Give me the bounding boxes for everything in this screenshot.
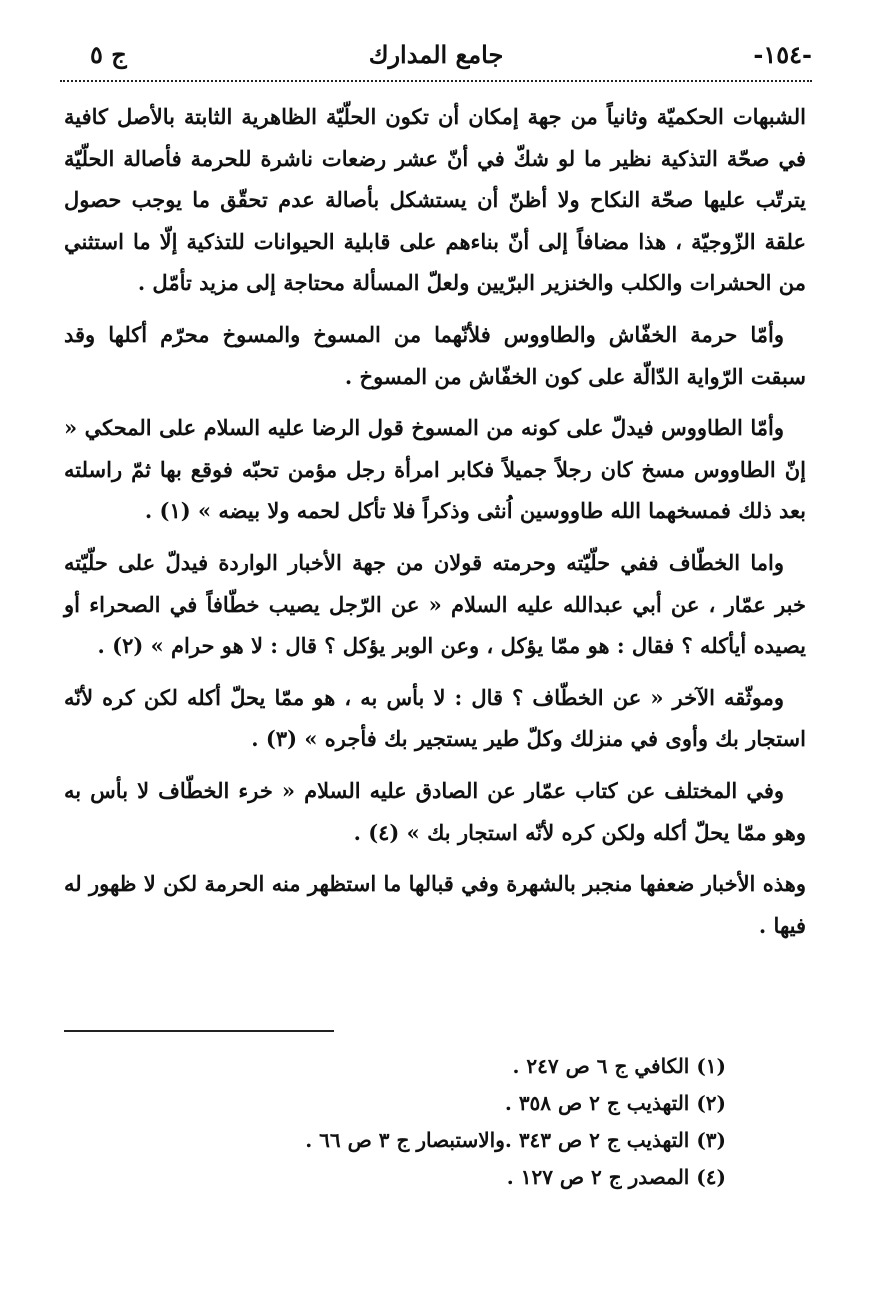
paragraph: وموثّقه الآخر « عن الخطّاف ؟ قال : لا بأس به ، هو ممّا يحلّ أكله لكن كره لأنّه استجار بك وأوى في منزلك وكلّ طير يستجير بك فأجره » (٣) . <box>64 684 806 752</box>
footnote: (٢) التهذيب ج ٢ ص ٣٥٨ . <box>504 1091 726 1115</box>
footnote: (٤) المصدر ج ٢ ص ١٢٧ . <box>506 1165 726 1189</box>
paragraph: واما الخطّاف ففي حلّيّته وحرمته قولان من جهة الأخبار الواردة فيدلّ على حلّيّته خبر عمّار ، عن أبي عبدالله عليه السلام « عن الرّجل يصيب خطّافاً في الصحراء أو يصيده أيأكله ؟ فقال : هو ممّا يؤكل ، وعن الوبر يؤكل ؟ قال : لا هو حرام » (٢) . <box>64 549 806 659</box>
paragraph: وفي المختلف عن كتاب عمّار عن الصادق عليه السلام « خرء الخطّاف لا بأس به وهو ممّا يحلّ أكله ولكن كره لأنّه استجار بك » (٤) . <box>64 777 806 845</box>
footnote-rule <box>64 1030 334 1032</box>
page-header <box>60 34 812 80</box>
footnotes <box>64 1048 726 1196</box>
volume-label: ج ٥ <box>90 40 127 69</box>
paragraph: وأمّا الطاووس فيدلّ على كونه من المسوخ قول الرضا عليه السلام على المحكي « إنّ الطاووس مسخ كان رجلاً جميلاً فكابر امرأة رجل مؤمن تحبّه فوقع بها ثمّ راسلته بعد ذلك فمسخهما الله طاووسين اُنثى وذكراً فلا تأكل لحمه ولا بيضه » (١) . <box>64 415 806 524</box>
header-dotted-rule <box>60 80 812 82</box>
paragraph: وهذه الأخبار ضعفها منجبر بالشهرة وفي قبالها ما استظهر منه الحرمة لكن لا ظهور له فيها . <box>64 871 806 938</box>
paragraph: الشبهات الحكميّة وثانياً من جهة إمكان أن تكون الحلّيّة الظاهرية الثابتة بالأصل كافية في صحّة التذكية نظير ما لو شكّ في أنّ عشر رضعات ناشرة للحرمة فأصالة الحلّيّة يترتّب عليها صحّة النكاح ولا أظنّ أن يستشكل بأصالة عدم تحقّق ما يوجب حصول علقة الزّوجيّة ، هذا مضافاً إلى أنّ بناءهم على قابلية الحيوانات للتذكية إلّا ما استثني من الحشرات والكلب والخنزير البرّيين ولعلّ المسألة محتاجة إلى مزيد تأمّل . <box>64 104 806 296</box>
page-number: -١٥٤- <box>753 40 812 69</box>
footnote: (١) الكافي ج ٦ ص ٢٤٧ . <box>512 1054 726 1078</box>
paragraph: وأمّا حرمة الخفّاش والطاووس فلأنّهما من المسوخ والمسوخ محرّم أكلها وقد سبقت الرّواية الدّالّة على كون الخفّاش من المسوخ . <box>64 321 806 389</box>
footnote: (٣) التهذيب ج ٢ ص ٣٤٣ .والاستبصار ج ٣ ص ٦٦ . <box>305 1128 726 1152</box>
running-title: جامع المدارك <box>368 40 504 69</box>
body-text <box>64 96 806 956</box>
